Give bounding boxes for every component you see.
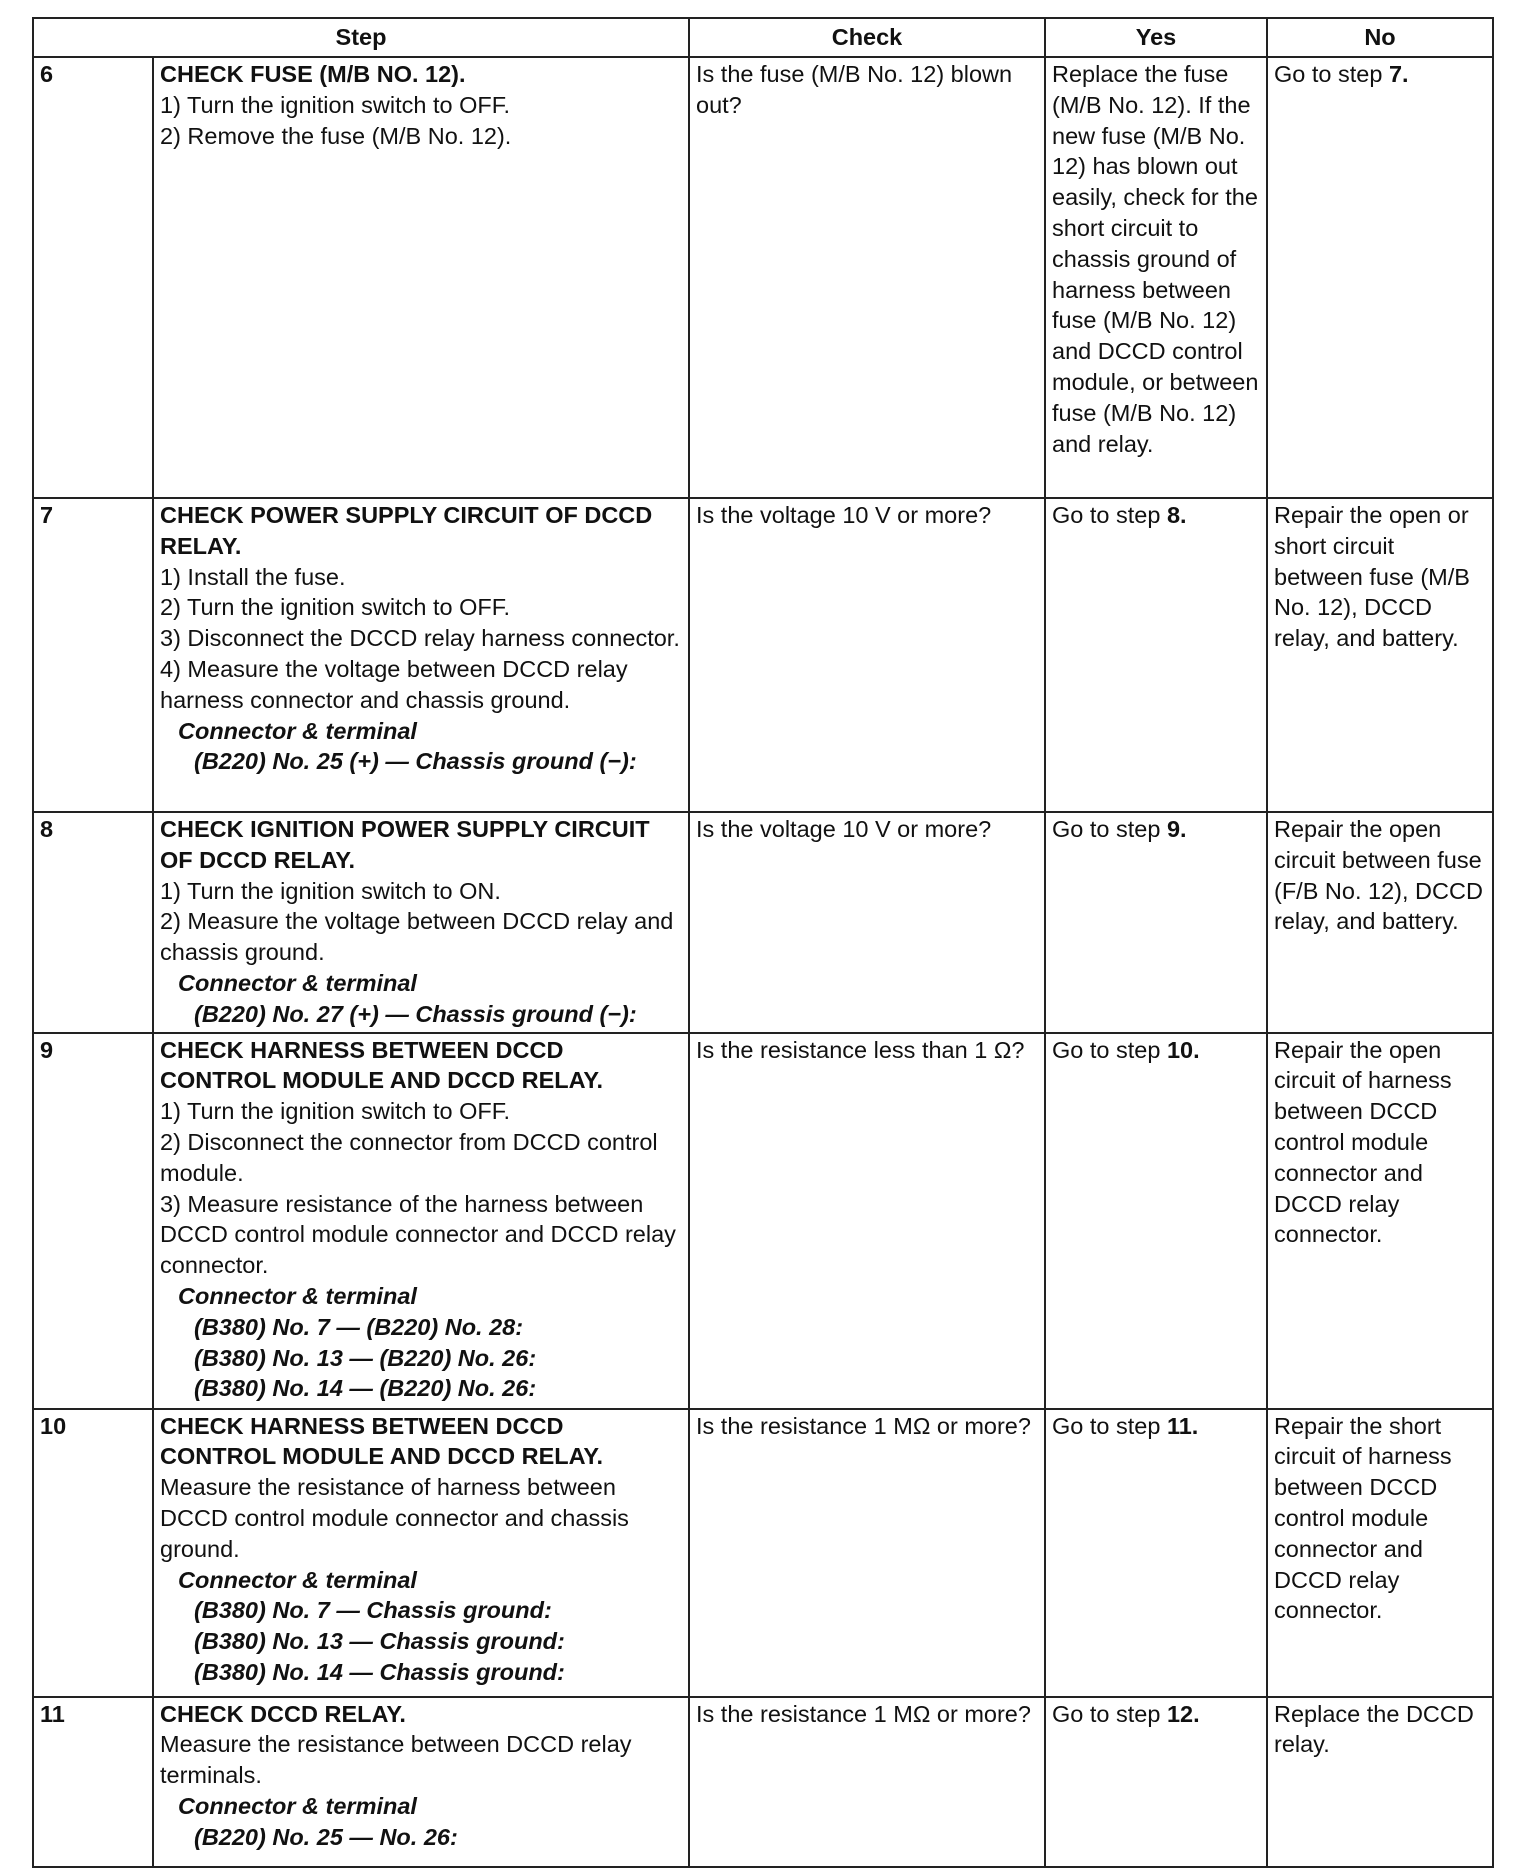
step-number: 8 — [33, 812, 153, 1033]
table-row — [33, 57, 1493, 498]
step-cell — [153, 1409, 689, 1697]
no-text: Repair the short circuit of harness between DCCD control module connector and DCCD relay connector. — [1274, 1412, 1452, 1624]
step-title: CHECK POWER SUPPLY CIRCUIT OF DCCD RELAY. — [160, 502, 653, 559]
step-instruction: 1) Turn the ignition switch to OFF. — [160, 1098, 511, 1125]
connector-terminal-spec: (B380) No. 13 — (B220) No. 26: — [194, 1344, 537, 1371]
step-instruction: 1) Install the fuse. — [160, 563, 346, 590]
yes-cell — [1045, 1033, 1267, 1409]
step-instruction: 2) Measure the voltage between DCCD relay and chassis ground. — [160, 908, 674, 966]
no-text: Go to step — [1274, 61, 1389, 87]
yes-cell — [1045, 57, 1267, 498]
step-number: 10 — [33, 1409, 153, 1697]
no-text: Repair the open or short circuit between fuse (M/B No. 12), DCCD relay, and battery. — [1274, 502, 1470, 652]
yes-step-ref: 10. — [1166, 1036, 1200, 1063]
table-row — [33, 1409, 1493, 1697]
step-number: 9 — [33, 1033, 153, 1409]
step-cell — [153, 498, 689, 812]
yes-step-ref: 9. — [1166, 816, 1187, 842]
no-cell — [1267, 498, 1493, 812]
check-cell: Is the fuse (M/B No. 12) blown out? — [689, 57, 1045, 498]
connector-terminal-spec: (B380) No. 14 — (B220) No. 26: — [194, 1375, 537, 1402]
step-instruction: Measure the resistance of harness between DCCD control module connector and chassis ground. — [160, 1474, 629, 1562]
step-instruction: 4) Measure the voltage between DCCD relay harness connector and chassis ground. — [160, 655, 628, 713]
yes-text: Go to step — [1052, 1412, 1167, 1439]
no-text: Repair the open circuit of harness between DCCD control module connector and DCCD relay connector. — [1274, 1036, 1452, 1248]
yes-cell — [1045, 1697, 1267, 1867]
header-step: Step — [33, 18, 689, 57]
no-cell — [1267, 812, 1493, 1033]
check-cell: Is the voltage 10 V or more? — [689, 812, 1045, 1033]
step-instruction: 2) Remove the fuse (M/B No. 12). — [160, 122, 512, 149]
check-cell: Is the resistance 1 MΩ or more? — [689, 1697, 1045, 1867]
check-cell: Is the resistance 1 MΩ or more? — [689, 1409, 1045, 1697]
header-yes: Yes — [1045, 18, 1267, 57]
connector-terminal-label: Connector & terminal — [178, 1792, 417, 1819]
table-row — [33, 812, 1493, 1033]
connector-terminal-spec: (B380) No. 13 — Chassis ground: — [194, 1628, 565, 1655]
yes-text: Go to step — [1052, 1036, 1167, 1063]
step-instruction: 2) Disconnect the connector from DCCD control module. — [160, 1128, 658, 1186]
table-row — [33, 498, 1493, 812]
step-number: 11 — [33, 1697, 153, 1867]
yes-text: Go to step — [1052, 502, 1167, 528]
yes-text: Replace the fuse (M/B No. 12). If the new fuse (M/B No. 12) has blown out easily, check for the short circuit to chassis ground of harness between fuse (M/B No. 12) and DCCD control module, or between fuse (M/B No. 12) and relay. — [1052, 61, 1259, 457]
header-row — [33, 18, 1493, 57]
step-instruction: 3) Measure resistance of the harness between DCCD control module connector and DCCD relay connector. — [160, 1190, 676, 1279]
connector-terminal-label: Connector & terminal — [178, 1566, 417, 1593]
step-cell — [153, 1033, 689, 1409]
step-instruction: 3) Disconnect the DCCD relay harness connector. — [160, 625, 680, 652]
step-title: CHECK FUSE (M/B NO. 12). — [160, 61, 466, 87]
check-cell: Is the voltage 10 V or more? — [689, 498, 1045, 812]
connector-terminal-spec: (B220) No. 25 (+) — Chassis ground (−): — [194, 748, 637, 775]
no-text: Replace the DCCD relay. — [1274, 1700, 1474, 1758]
header-check: Check — [689, 18, 1045, 57]
no-cell — [1267, 1033, 1493, 1409]
diagnostic-table — [32, 17, 1494, 1868]
yes-step-ref: 11. — [1166, 1412, 1199, 1439]
yes-step-ref: 12. — [1166, 1700, 1200, 1727]
step-cell — [153, 1697, 689, 1867]
header-no: No — [1267, 18, 1493, 57]
no-cell — [1267, 1409, 1493, 1697]
connector-terminal-spec: (B380) No. 7 — (B220) No. 28: — [194, 1313, 524, 1340]
step-cell — [153, 812, 689, 1033]
yes-cell — [1045, 1409, 1267, 1697]
connector-terminal-spec: (B220) No. 25 — No. 26: — [194, 1823, 458, 1850]
connector-terminal-spec: (B220) No. 27 (+) — Chassis ground (−): — [194, 1000, 637, 1027]
step-instruction: 1) Turn the ignition switch to ON. — [160, 877, 501, 904]
connector-terminal-spec: (B380) No. 14 — Chassis ground: — [194, 1658, 565, 1685]
step-title: CHECK DCCD RELAY. — [160, 1700, 406, 1727]
no-cell — [1267, 1697, 1493, 1867]
table-row — [33, 1033, 1493, 1409]
step-number: 6 — [33, 57, 153, 498]
check-cell: Is the resistance less than 1 Ω? — [689, 1033, 1045, 1409]
connector-terminal-spec: (B380) No. 7 — Chassis ground: — [194, 1597, 552, 1624]
table-body — [33, 57, 1493, 1867]
connector-terminal-label: Connector & terminal — [178, 969, 417, 996]
table-row — [33, 1697, 1493, 1867]
step-number: 7 — [33, 498, 153, 812]
step-cell — [153, 57, 689, 498]
connector-terminal-label: Connector & terminal — [178, 1282, 417, 1309]
step-title: CHECK HARNESS BETWEEN DCCD CONTROL MODULE AND DCCD RELAY. — [160, 1412, 604, 1470]
no-text: Repair the open circuit between fuse (F/B No. 12), DCCD relay, and battery. — [1274, 816, 1483, 935]
yes-step-ref: 8. — [1166, 502, 1187, 528]
connector-terminal-label: Connector & terminal — [178, 717, 417, 744]
no-cell — [1267, 57, 1493, 498]
yes-cell — [1045, 498, 1267, 812]
yes-text: Go to step — [1052, 1700, 1167, 1727]
step-title: CHECK IGNITION POWER SUPPLY CIRCUIT OF DCCD RELAY. — [160, 816, 650, 873]
yes-cell — [1045, 812, 1267, 1033]
step-instruction: 1) Turn the ignition switch to OFF. — [160, 91, 511, 118]
no-step-ref: 7. — [1388, 61, 1409, 87]
step-title: CHECK HARNESS BETWEEN DCCD CONTROL MODULE AND DCCD RELAY. — [160, 1036, 604, 1094]
step-instruction: Measure the resistance between DCCD relay terminals. — [160, 1731, 632, 1789]
step-instruction: 2) Turn the ignition switch to OFF. — [160, 594, 511, 621]
yes-text: Go to step — [1052, 816, 1167, 842]
